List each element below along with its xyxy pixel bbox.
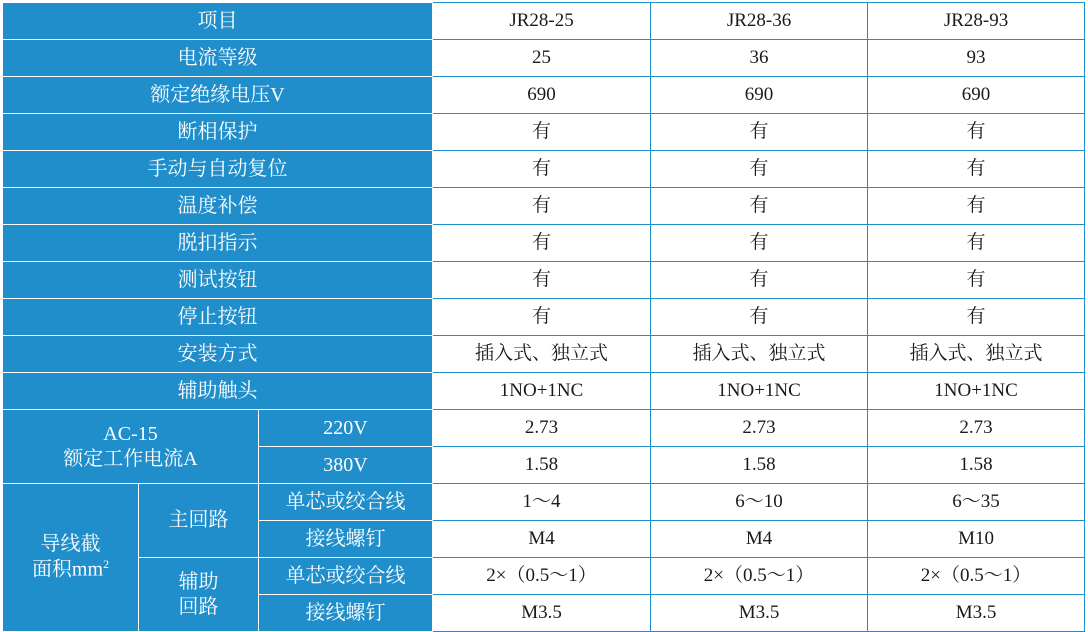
aux-circuit-label [139, 558, 259, 632]
aux-circuit-sub-label-conductor: 单芯或绞合线 [259, 558, 433, 595]
row-value: 插入式、独立式 [433, 336, 651, 373]
ac15-label-line2: 额定工作电流A [63, 447, 198, 470]
wire-label-line2 [3, 557, 138, 583]
row-value: 2.73 [651, 410, 868, 447]
row-value: 有 [651, 299, 868, 336]
row-label: 停止按钮 [3, 299, 433, 336]
header-model-2: JR28-36 [651, 3, 868, 40]
wire-group-label [3, 484, 139, 632]
aux-circuit-sub-label-screw: 接线螺钉 [259, 595, 433, 632]
row-value: 1NO+1NC [651, 373, 868, 410]
row-value: 2.73 [433, 410, 651, 447]
row-value: 有 [868, 114, 1085, 151]
ac15-group-label [3, 410, 259, 484]
row-value: 有 [651, 114, 868, 151]
aux-label-line2: 回路 [178, 595, 219, 618]
table-row-aux-wire [3, 558, 1085, 595]
row-value: 有 [433, 299, 651, 336]
row-label: 手动与自动复位 [3, 151, 433, 188]
row-value: M4 [433, 521, 651, 558]
row-label: 辅助触头 [3, 373, 433, 410]
row-value: 有 [868, 188, 1085, 225]
row-value: 2.73 [868, 410, 1085, 447]
ac15-sub-label-220v: 220V [259, 410, 433, 447]
header-model-3: JR28-93 [868, 3, 1085, 40]
row-value: 2×（0.5～1） [433, 558, 651, 595]
row-value: M4 [651, 521, 868, 558]
row-value: 有 [651, 188, 868, 225]
row-value: 有 [433, 188, 651, 225]
row-value: M3.5 [433, 595, 651, 632]
row-value: M3.5 [868, 595, 1085, 632]
table-row [3, 299, 1085, 336]
row-value: 2×（0.5～1） [868, 558, 1085, 595]
row-value: 有 [433, 114, 651, 151]
row-value: 有 [433, 151, 651, 188]
row-value: 有 [651, 262, 868, 299]
row-label: 断相保护 [3, 114, 433, 151]
row-label: 温度补偿 [3, 188, 433, 225]
main-circuit-sub-label-screw: 接线螺钉 [259, 521, 433, 558]
aux-label-line1: 辅助 [178, 570, 219, 593]
row-value: 1.58 [651, 447, 868, 484]
header-item-label: 项目 [3, 3, 433, 40]
row-label: 电流等级 [3, 40, 433, 77]
wire-label-line2-text: 面积mm [31, 558, 104, 581]
table-row [3, 262, 1085, 299]
row-label: 安装方式 [3, 336, 433, 373]
row-value: 有 [651, 225, 868, 262]
row-value: 有 [651, 151, 868, 188]
specification-table [2, 2, 1085, 632]
table-row [3, 40, 1085, 77]
row-value: 1～4 [433, 484, 651, 521]
main-circuit-sub-label-conductor: 单芯或绞合线 [259, 484, 433, 521]
table-row-main-wire [3, 484, 1085, 521]
table-row-ac15-220v [3, 410, 1085, 447]
table-row [3, 336, 1085, 373]
row-label: 测试按钮 [3, 262, 433, 299]
row-value: 有 [433, 262, 651, 299]
row-value: 690 [868, 77, 1085, 114]
row-value: 2×（0.5～1） [651, 558, 868, 595]
row-value: 36 [651, 40, 868, 77]
table-row [3, 77, 1085, 114]
row-value: 有 [868, 262, 1085, 299]
table-row [3, 225, 1085, 262]
row-value: 690 [433, 77, 651, 114]
table-row-header [3, 3, 1085, 40]
row-value: M10 [868, 521, 1085, 558]
row-value: 6～35 [868, 484, 1085, 521]
ac15-sub-label-380v: 380V [259, 447, 433, 484]
row-value: 6～10 [651, 484, 868, 521]
ac15-label-line1: AC-15 [103, 422, 158, 445]
row-value: M3.5 [651, 595, 868, 632]
row-value: 有 [868, 299, 1085, 336]
main-circuit-label: 主回路 [139, 484, 259, 558]
row-value: 插入式、独立式 [651, 336, 868, 373]
header-model-1: JR28-25 [433, 3, 651, 40]
row-value: 690 [651, 77, 868, 114]
row-value: 有 [868, 151, 1085, 188]
row-label: 脱扣指示 [3, 225, 433, 262]
row-value: 有 [433, 225, 651, 262]
row-label: 额定绝缘电压V [3, 77, 433, 114]
wire-label-superscript: 2 [103, 557, 110, 572]
row-value: 1.58 [433, 447, 651, 484]
row-value: 1NO+1NC [868, 373, 1085, 410]
table-row [3, 373, 1085, 410]
row-value: 93 [868, 40, 1085, 77]
row-value: 25 [433, 40, 651, 77]
table-row [3, 151, 1085, 188]
table-row [3, 114, 1085, 151]
row-value: 1NO+1NC [433, 373, 651, 410]
table-row [3, 188, 1085, 225]
wire-label-line1: 导线截 [40, 533, 101, 556]
row-value: 1.58 [868, 447, 1085, 484]
row-value: 有 [868, 225, 1085, 262]
row-value: 插入式、独立式 [868, 336, 1085, 373]
